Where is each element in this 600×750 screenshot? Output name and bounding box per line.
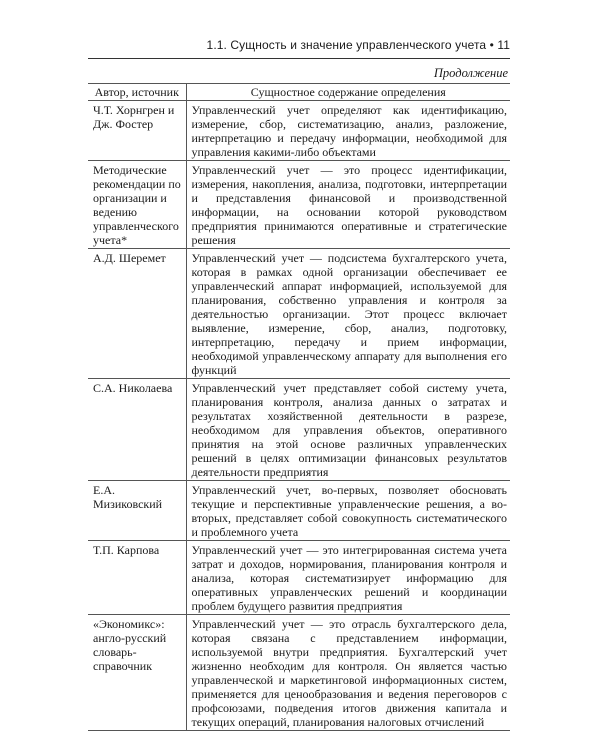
author-cell: А.Д. Шеремет bbox=[88, 249, 186, 379]
table-row bbox=[88, 481, 510, 541]
author-cell: «Экономикс»: англо-русский словарь-справочник bbox=[88, 615, 186, 731]
definition-cell: Управленческий учет — подсистема бухгалтерского учета, которая в рамках одной организации обеспечивает ее управленческий аппарат информацией, используемой для планирования, собственно управления и контроля за деятельностью организации. Этот процесс включает выявление, измерение, сбор, анализ, подготовку, интерпретацию, передачу и прием информации, необходимой управленческому аппарату для выполнения его функций bbox=[186, 249, 510, 379]
table-header-row bbox=[88, 84, 510, 101]
definition-cell: Управленческий учет определяют как идентификацию, измерение, сбор, систематизацию, анализ, разложение, интерпретацию и передачу информации, необходимой для управления какими-либо объектами bbox=[186, 101, 510, 161]
author-cell: Е.А. Мизиковский bbox=[88, 481, 186, 541]
definition-cell: Управленческий учет — это интегрированная система учета затрат и доходов, нормирования, планирования контроля и анализа, которая систематизирует информацию для оперативных управленческих решений и координации проблем будущего развития предприятия bbox=[186, 541, 510, 615]
table-row bbox=[88, 161, 510, 249]
definition-cell: Управленческий учет — это отрасль бухгалтерского дела, которая связана с представлением информации, используемой внутри предприятия. Бухгалтерский учет жизненно необходим для контроля. Он является частью управленческой и маркетинговой информационных систем, применяется для ценообразования и ведения переговоров с профсоюзами, подведения итогов движения капитала и текущих операций, планирования налоговых отчислений bbox=[186, 615, 510, 731]
author-cell: С.А. Николаева bbox=[88, 379, 186, 481]
author-cell: Т.П. Карпова bbox=[88, 541, 186, 615]
running-header: 1.1. Сущность и значение управленческого учета • 11 bbox=[88, 38, 510, 59]
table-row bbox=[88, 101, 510, 161]
column-header-author: Автор, источник bbox=[88, 84, 186, 101]
table-row bbox=[88, 379, 510, 481]
definitions-table bbox=[88, 83, 510, 731]
table-row bbox=[88, 541, 510, 615]
table-row bbox=[88, 615, 510, 731]
definition-cell: Управленческий учет представляет собой систему учета, планирования контроля, анализа данных о затратах и результатах хозяйственной деятельности в разрезе, необходимом для управления объектов, оперативного принятия на этой основе различных управленческих решений в целях оптимизации финансовых результатов деятельности предприятия bbox=[186, 379, 510, 481]
definition-cell: Управленческий учет, во-первых, позволяет обосновать текущие и перспективные управленческие решения, а во-вторых, представляет собой совокупность систематического и проблемного учета bbox=[186, 481, 510, 541]
continuation-label: Продолжение bbox=[433, 66, 508, 80]
column-header-definition: Сущностное содержание определения bbox=[186, 84, 510, 101]
table-row bbox=[88, 249, 510, 379]
definition-cell: Управленческий учет — это процесс идентификации, измерения, накопления, анализа, подготовки, интерпретации и представления финансовой и производственной информации, на основании которой руководством предприятия принимаются оперативные и стратегические решения bbox=[186, 161, 510, 249]
author-cell: Методические рекомендации по организации и ведению управленческого учета* bbox=[88, 161, 186, 249]
author-cell: Ч.Т. Хорнгрен и Дж. Фостер bbox=[88, 101, 186, 161]
